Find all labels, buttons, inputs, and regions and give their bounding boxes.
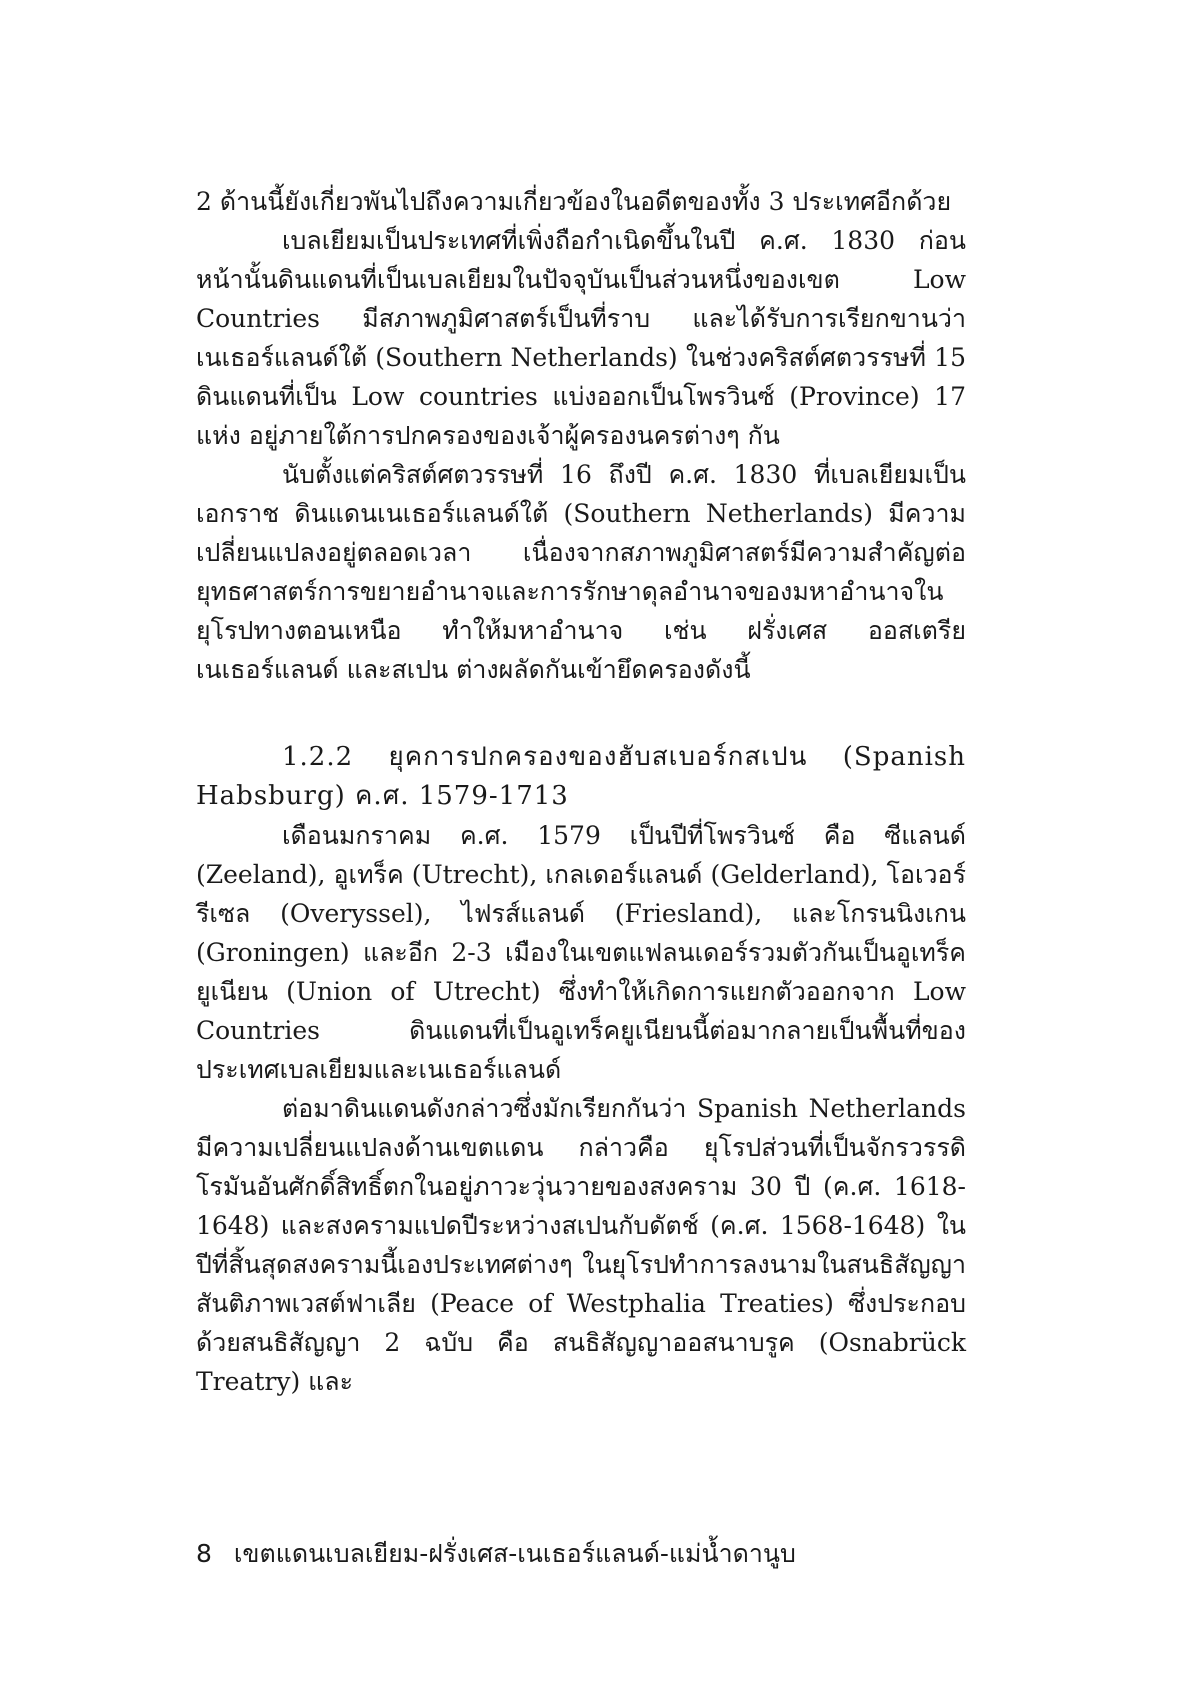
section-heading: 1.2.2 ยุคการปกครองของฮับสเบอร์กสเปน (Spanish Habsburg) ค.ศ. 1579-1713 (196, 742, 966, 811)
paragraph-belgium-origin: เบลเยียมเป็นประเทศที่เพิ่งถือกำเนิดขึ้นในปี ค.ศ. 1830 ก่อนหน้านั้นดินแดนที่เป็นเบลเยียมในปัจจุบันเป็นส่วนหนึ่งของเขต Low Countries มีสภาพภูมิศาสตร์เป็นที่ราบ และได้รับการเรียกขานว่าเนเธอร์แลนด์ใต้ (Southern Netherlands) ในช่วงคริสต์ศตวรรษที่ 15 ดินแดนที่เป็น Low countries แบ่งออกเป็นโพรวินซ์ (Province) 17 แห่ง อยู่ภายใต้การปกครองของเจ้าผู้ครองนครต่างๆ กัน (196, 226, 966, 450)
running-title: เขตแดนเบลเยียม-ฝรั่งเศส-เนเธอร์แลนด์-แม่น้ำดานูบ (233, 1539, 796, 1568)
paragraph-continuation: 2 ด้านนี้ยังเกี่ยวพันไปถึงความเกี่ยวข้องในอดีตของทั้ง 3 ประเทศอีกด้วย (196, 187, 952, 216)
paragraph-spanish-netherlands: ต่อมาดินแดนดังกล่าวซึ่งมักเรียกกันว่า Spanish Netherlands มีความเปลี่ยนแปลงด้านเขตแดน กล่าวคือ ยุโรปส่วนที่เป็นจักรวรรดิโรมันอันศักดิ์สิทธิ์ตกในอยู่ภาวะวุ่นวายของสงคราม 30 ปี (ค.ศ. 1618-1648) และสงครามแปดปีระหว่างสเปนกับดัตช์ (ค.ศ. 1568-1648) ในปีที่สิ้นสุดสงครามนี้เองประเทศต่างๆ ในยุโรปทำการลงนามในสนธิสัญญาสันติภาพเวสต์ฟาเลีย (Peace of Westphalia Treaties) ซึ่งประกอบด้วยสนธิสัญญา 2 ฉบับ คือ สนธิสัญญาออสนาบรูค (Osnabrück Treatry) และ (196, 1094, 966, 1396)
page-footer (196, 1538, 796, 1570)
page-number: 8 (196, 1539, 212, 1568)
paragraph-union-of-utrecht: เดือนมกราคม ค.ศ. 1579 เป็นปีที่โพรวินซ์ คือ ซีแลนด์ (Zeeland), อูเทร็ค (Utrecht), เกลเดอร์แลนด์ (Gelderland), โอเวอร์รีเซล (Overyssel), ไฟรส์แลนด์ (Friesland), และโกรนนิงเกน (Groningen) และอีก 2-3 เมืองในเขตแฟลนเดอร์รวมตัวกันเป็นอูเทร็คยูเนียน (Union of Utrecht) ซึ่งทำให้เกิดการแยกตัวออกจาก Low Countries ดินแดนที่เป็นอูเทร็คยูเนียนนี้ต่อมากลายเป็นพื้นที่ของประเทศเบลเยียมและเนเธอร์แลนด์ (196, 821, 966, 1084)
paragraph-southern-netherlands: นับตั้งแต่คริสต์ศตวรรษที่ 16 ถึงปี ค.ศ. 1830 ที่เบลเยียมเป็นเอกราช ดินแดนเนเธอร์แลนด์ใต้ (Southern Netherlands) มีความเปลี่ยนแปลงอยู่ตลอดเวลา เนื่องจากสภาพภูมิศาสตร์มีความสำคัญต่อยุทธศาสตร์การขยายอำนาจและการรักษาดุลอำนาจของมหาอำนาจในยุโรปทางตอนเหนือ ทำให้มหาอำนาจ เช่น ฝรั่งเศส ออสเตรีย เนเธอร์แลนด์ และสเปน ต่างผลัดกันเข้ายึดครองดังนี้ (196, 460, 966, 684)
page-body (196, 182, 966, 1401)
